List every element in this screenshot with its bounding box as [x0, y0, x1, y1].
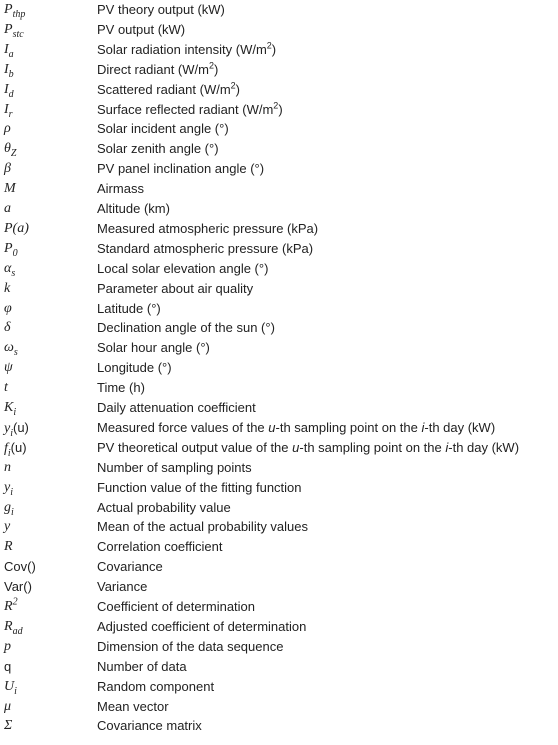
- description-cell: Covariance matrix: [97, 718, 202, 734]
- symbol-cell: $I_a$: [4, 41, 14, 60]
- description-cell: Function value of the fitting function: [97, 479, 302, 495]
- description-cell: Parameter about air quality: [97, 280, 254, 296]
- symbol-cell: a: [4, 201, 11, 216]
- symbol-cell: $y_i(u)$: [4, 419, 29, 439]
- symbol-cell: y: [4, 519, 11, 535]
- symbol-cell: R: [4, 539, 13, 555]
- description-cell: Solar radiation intensity $(W/m^2)$: [97, 40, 277, 57]
- description-cell: Measured atmospheric pressure (kPa): [97, 220, 319, 236]
- description-cell: Number of data: [97, 658, 187, 674]
- description-cell: Random component: [97, 678, 215, 694]
- description-cell: Coefficient of determination: [97, 599, 256, 614]
- description-cell: Direct radiant $(W/m^2)$: [97, 60, 219, 77]
- description-cell: Local solar elevation angle (°): [97, 260, 269, 276]
- description-cell: Latitude (°): [97, 300, 161, 316]
- description-cell: Solar hour angle (°): [97, 340, 210, 356]
- symbol-cell: μ: [4, 698, 12, 714]
- symbol-cell: $K_i$: [4, 400, 17, 418]
- description-cell: PV output (kW): [97, 21, 186, 37]
- description-cell: PV theoretical output value of the u-th sampling point on the i-th day (kW): [97, 439, 520, 455]
- description-cell: Number of sampling points: [97, 459, 252, 475]
- symbol-cell: Var(): [4, 579, 32, 595]
- symbol-cell: q: [4, 658, 12, 674]
- symbol-cell: Σ: [4, 718, 13, 734]
- description-cell: Mean of the actual probability values: [97, 519, 309, 535]
- description-cell: Solar incident angle (°): [97, 121, 229, 137]
- description-cell: Scattered radiant $(W/m^2)$: [97, 80, 241, 97]
- symbol-cell: $R^2$: [4, 596, 18, 614]
- description-cell: Correlation coefficient: [97, 539, 223, 555]
- symbol-cell: $\omega_s$: [4, 340, 18, 359]
- symbol-cell: n: [4, 459, 11, 475]
- symbol-cell: t: [4, 380, 8, 396]
- symbol-cell: $\theta_Z$: [4, 141, 17, 160]
- description-cell: Solar zenith angle (°): [97, 141, 219, 157]
- symbol-cell: φ: [4, 300, 12, 316]
- symbol-cell: $P_{thp}$: [4, 2, 26, 20]
- symbol-cell: ρ: [4, 121, 11, 137]
- symbol-cell: $f_i(u)$: [4, 439, 27, 459]
- symbol-cell: $P_{stc}$: [4, 21, 24, 40]
- description-cell: Altitude (km): [97, 201, 170, 216]
- description-cell: PV theory output (kW): [97, 2, 225, 17]
- symbol-cell: β: [4, 161, 11, 177]
- symbol-cell: $I_r$: [4, 101, 13, 120]
- symbol-cell: $g_i$: [4, 499, 14, 518]
- symbol-cell: P(a): [4, 220, 29, 236]
- symbol-cell: Cov(): [4, 559, 36, 575]
- description-cell: Variance: [97, 579, 148, 595]
- description-cell: PV panel inclination angle (°): [97, 161, 265, 177]
- description-cell: Declination angle of the sun (°): [97, 320, 275, 336]
- description-cell: Standard atmospheric pressure (kPa): [97, 240, 314, 256]
- description-cell: Longitude (°): [97, 360, 172, 376]
- description-cell: Mean vector: [97, 698, 169, 714]
- symbol-cell: $R_{ad}$: [4, 618, 23, 637]
- symbol-cell: p: [4, 638, 11, 654]
- description-cell: Measured force values of the u-th sampling point on the i-th day (kW): [97, 419, 496, 435]
- description-cell: Daily attenuation coefficient: [97, 400, 256, 415]
- description-cell: Adjusted coefficient of determination: [97, 618, 307, 634]
- symbol-cell: $I_d$: [4, 81, 14, 100]
- symbol-cell: $I_b$: [4, 61, 14, 80]
- symbol-cell: M: [4, 181, 16, 197]
- symbol-cell: δ: [4, 320, 11, 336]
- symbol-cell: $U_i$: [4, 678, 17, 697]
- symbol-cell: $y_i$: [4, 479, 13, 498]
- symbol-cell: $\alpha_s$: [4, 260, 16, 279]
- description-cell: Actual probability value: [97, 499, 231, 515]
- description-cell: Surface reflected radiant $(W/m^2)$: [97, 100, 283, 117]
- description-cell: Dimension of the data sequence: [97, 638, 284, 654]
- description-cell: Airmass: [97, 181, 144, 197]
- description-cell: Time (h): [97, 380, 145, 396]
- symbol-cell: k: [4, 280, 11, 296]
- symbol-cell: $P_0$: [4, 240, 18, 259]
- symbol-cell: ψ: [4, 360, 13, 376]
- description-cell: Covariance: [97, 559, 163, 575]
